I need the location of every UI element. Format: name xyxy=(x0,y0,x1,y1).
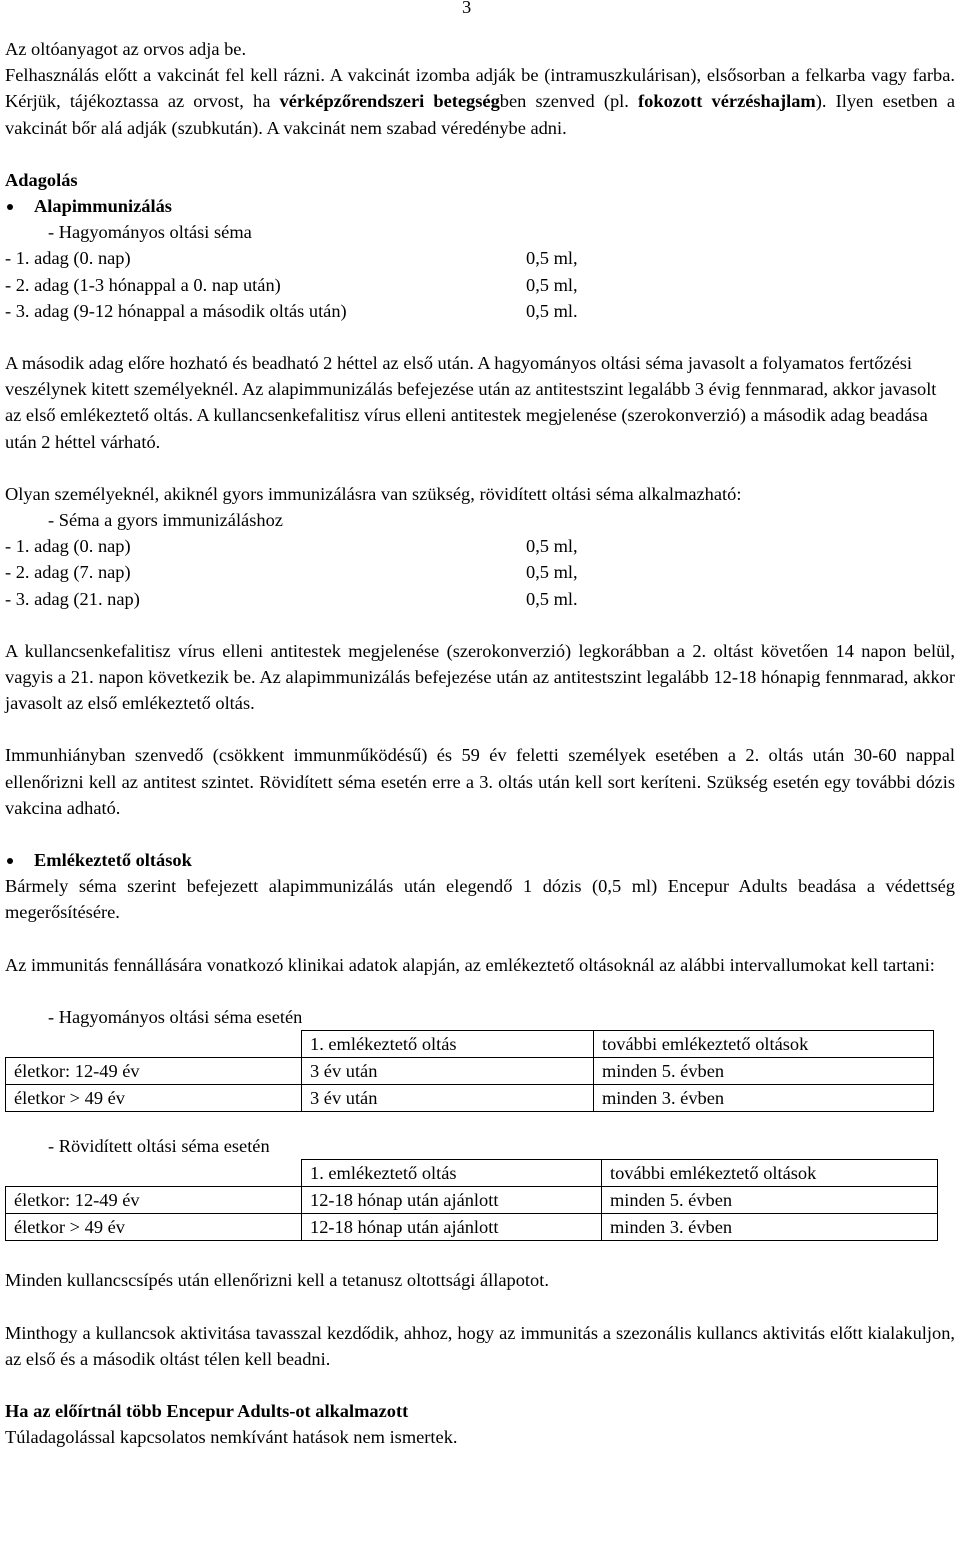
table-cell: 1. emlékeztető oltás xyxy=(302,1031,594,1058)
booster-paragraph: Bármely séma szerint befejezett alapimmunizálás után elegendő 1 dózis (0,5 ml) Encepur Adults beadása a védettség megerősítésére. xyxy=(5,876,955,923)
table-cell: 12-18 hónap után ajánlott xyxy=(302,1187,602,1214)
intro-line: Az oltóanyagot az orvos adja be. xyxy=(5,39,247,59)
table-cell: életkor > 49 év xyxy=(6,1085,302,1112)
tetanus-paragraph: Minden kullancscsípés után ellenőrizni kell a tetanusz oltottsági állapotot. xyxy=(5,1270,549,1291)
conventional-schedule-label: - Hagyományos oltási séma xyxy=(48,222,252,243)
table-cell: 12-18 hónap után ajánlott xyxy=(302,1214,602,1241)
table-cell: minden 5. évben xyxy=(594,1058,934,1085)
table-cell: minden 3. évben xyxy=(594,1085,934,1112)
table-row xyxy=(6,1085,934,1112)
table-cell: 1. emlékeztető oltás xyxy=(302,1160,602,1187)
booster-table-conventional xyxy=(5,1030,934,1112)
table-cell: 3 év után xyxy=(302,1085,594,1112)
seasonal-paragraph: Minthogy a kullancsok aktivitása tavasszal kezdődik, ahhoz, hogy az immunitás a szezonális kullancs aktivitás előtt kialakuljon, az első és a második oltást télen kell beadni. xyxy=(5,1322,955,1369)
document-body xyxy=(5,36,955,1450)
intro-text-c: ben szenved (pl. xyxy=(499,91,639,112)
rapid-schedule-label: - Séma a gyors immunizáláshoz xyxy=(48,510,283,531)
conventional-paragraph: A második adag előre hozható és beadható 2 héttel az első után. A hagyományos oltási séma javasolt a folyamatos fertőzési veszélynek kitett személyeknél. Az alapimmunizálás befejezése után az antitestszint legalább 3 évig fennmarad, akkor javasolt az első emlékeztető oltás. A kullancsenkefalitisz vírus elleni antitestek megjelenése (szerokonverzió) a második adag beadása után 2 héttel várható. xyxy=(5,353,937,452)
rapid-intro: Olyan személyeknél, akiknél gyors immunizálásra van szükség, rövidített oltási séma alkalmazható: xyxy=(5,483,742,504)
table-row xyxy=(6,1187,938,1214)
dose-row: - 2. adag (1-3 hónappal a 0. nap után) 0,5 ml, xyxy=(5,274,578,295)
table-caption-rapid: - Rövidített oltási séma esetén xyxy=(48,1136,270,1157)
table-cell: 3 év után xyxy=(302,1058,594,1085)
overdose-text: Túladagolással kapcsolatos nemkívánt hatások nem ismertek. xyxy=(5,1427,458,1448)
intro-text-d: ). Ilyen esetben a vakcinát bőr alá adják (szubkután). A vakcinát nem szabad véredénybe adni. xyxy=(5,91,956,138)
table-cell: életkor: 12-49 év xyxy=(6,1058,302,1085)
table-cell: életkor > 49 év xyxy=(6,1214,302,1241)
table-cell: további emlékeztető oltások xyxy=(594,1031,934,1058)
table-cell: további emlékeztető oltások xyxy=(602,1160,938,1187)
table-row xyxy=(6,1058,934,1085)
intro-text-a: Felhasználás előtt a vakcinát fel kell rázni. A vakcinát izomba adják be (intramuszkulárisan), elsősorban a felkarba vagy farba. Kérjük, tájékoztassa az orvost, ha xyxy=(5,65,955,112)
rapid-paragraph: A kullancsenkefalitisz vírus elleni antitestek megjelenése (szerokonverzió) legkorábban a 2. oltást követően 14 napon belül, vagyis a 21. napon következik be. Az alapimmunizálás befejezése után az antitestszint legalább 12-18 hónapig fennmarad, akkor javasolt az első emlékeztető oltás. xyxy=(5,640,955,714)
table-header-row xyxy=(6,1160,938,1187)
table-cell: életkor: 12-49 év xyxy=(6,1187,302,1214)
table-header-row xyxy=(6,1031,934,1058)
table-row xyxy=(6,1214,938,1241)
primary-immunization-bullet: Alapimmunizálás xyxy=(5,193,955,219)
table-cell xyxy=(6,1031,302,1058)
intervals-paragraph: Az immunitás fennállására vonatkozó klinikai adatok alapján, az emlékeztető oltásoknál az alábbi intervallumokat kell tartani: xyxy=(5,954,935,975)
dose-row: - 3. adag (21. nap) 0,5 ml. xyxy=(5,588,578,609)
booster-bullet: Emlékeztető oltások xyxy=(5,847,955,873)
table-caption-conventional: - Hagyományos oltási séma esetén xyxy=(48,1006,303,1027)
bullet-dot-icon xyxy=(7,204,13,210)
intro-bold-bleeding: fokozott vérzéshajlam xyxy=(638,91,816,112)
dosing-heading: Adagolás xyxy=(5,169,78,190)
page-number: 3 xyxy=(462,0,472,17)
immunodeficiency-paragraph: Immunhiányban szenvedő (csökkent immunműködésű) és 59 év feletti személyek esetében a 2. oltás után 30-60 nappal ellenőrizni kell az antitest szintet. Rövidített séma esetén erre a 3. oltás után kell sort keríteni. Szükség esetén egy további dózis vakcina adható. xyxy=(5,745,955,818)
booster-table-rapid xyxy=(5,1159,938,1241)
table-cell xyxy=(6,1160,302,1187)
dose-row: - 2. adag (7. nap) 0,5 ml, xyxy=(5,562,578,583)
intro-paragraph xyxy=(5,62,955,141)
dose-row: - 3. adag (9-12 hónappal a második oltás után) 0,5 ml. xyxy=(5,300,578,321)
intro-bold-blood-disease: vérképzőrendszeri betegség xyxy=(279,91,500,112)
overdose-heading: Ha az előírtnál több Encepur Adults-ot alkalmazott xyxy=(5,1400,409,1421)
dose-row: - 1. adag (0. nap) 0,5 ml, xyxy=(5,536,578,557)
dose-row: - 1. adag (0. nap) 0,5 ml, xyxy=(5,248,578,269)
table-cell: minden 3. évben xyxy=(602,1214,938,1241)
table-cell: minden 5. évben xyxy=(602,1187,938,1214)
bullet-dot-icon xyxy=(7,858,13,864)
